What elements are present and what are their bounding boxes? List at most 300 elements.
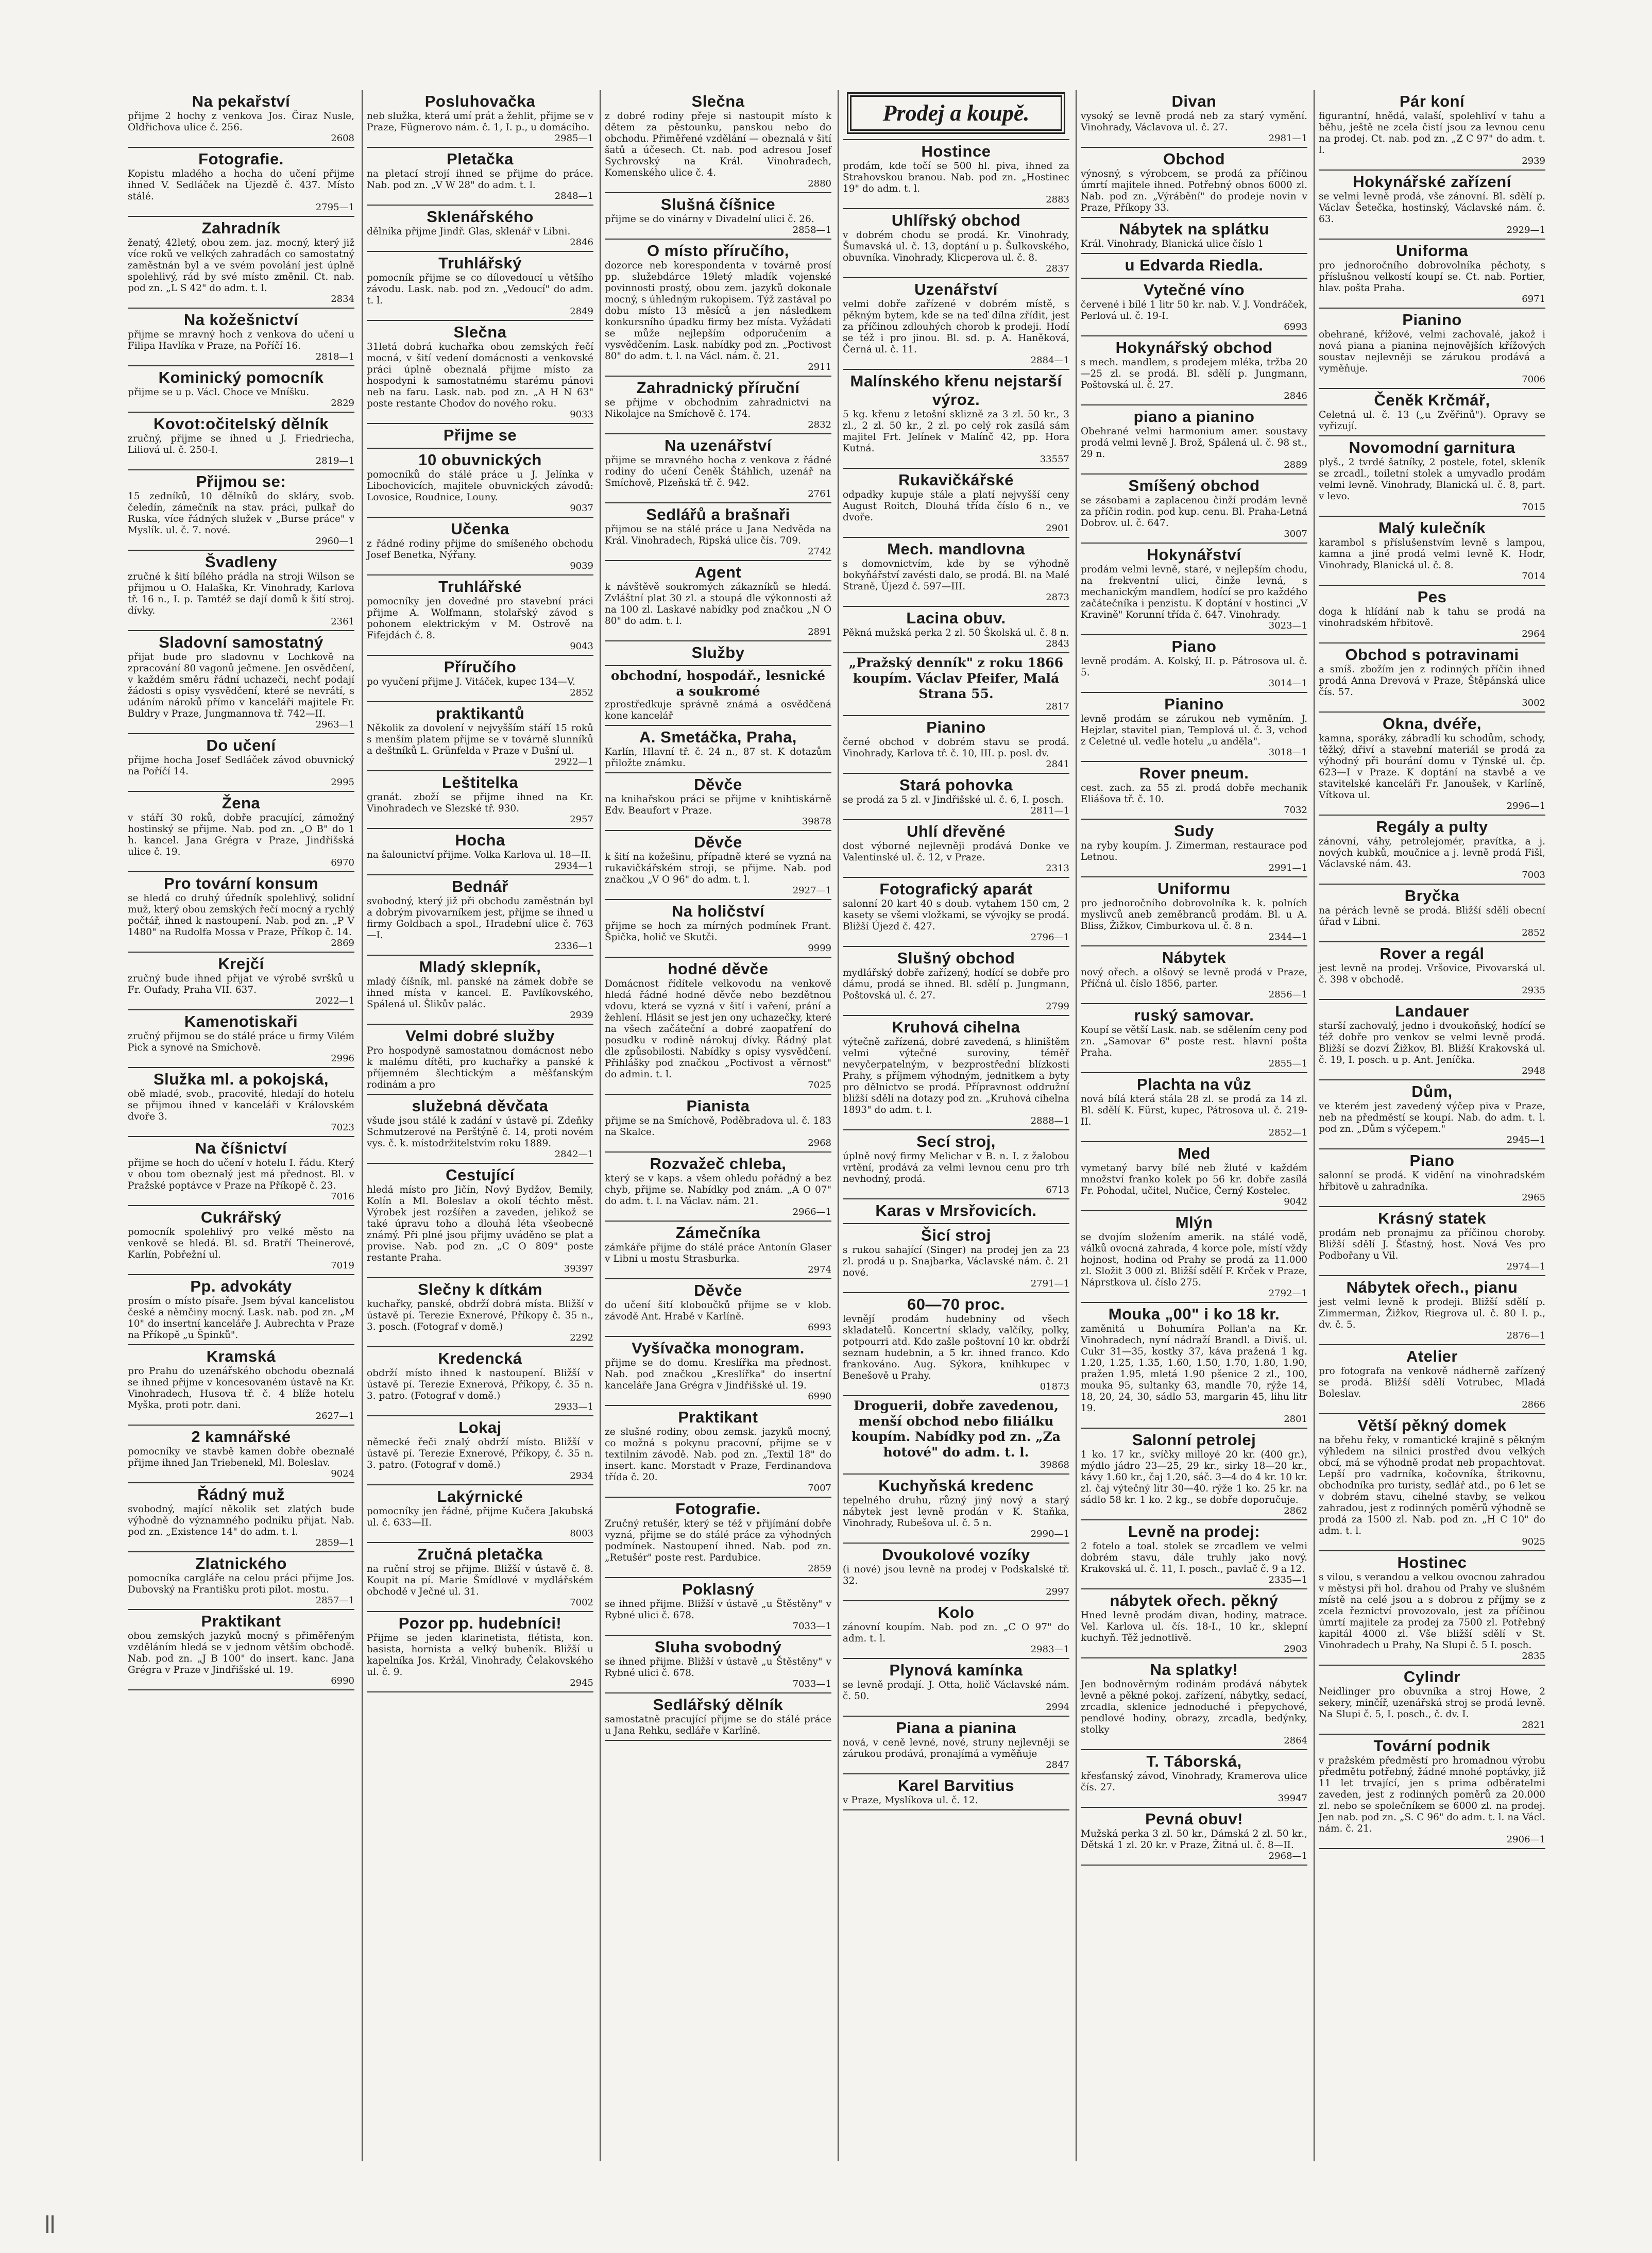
ad-code: 2858—1: [792, 225, 831, 235]
ad-text: do učení šití kloboučků přijme se v klob. závodě Ant. Hrabě v Karlíně.: [605, 1300, 831, 1322]
ad-heading: 2 kamnářské: [191, 1428, 291, 1446]
ad-block: [605, 1406, 831, 1498]
ad-code: 2911: [808, 362, 831, 372]
ad-code: 2974—1: [1506, 1261, 1545, 1272]
ad-code: 2361: [331, 616, 354, 627]
ad-text: zručné k šití bílého prádla na stroji Wilson se přijmou u O. Halaška, Kr. Vinohrady, Karlova tř. 16 n., I. p. Tamtéž se dají domů k šití stroj. dívky.: [128, 571, 354, 616]
ad-code: 2852: [570, 687, 593, 698]
ad-code: 2884—1: [1030, 355, 1069, 366]
ad-heading: Do učení: [206, 736, 276, 754]
ad-text: ve kterém jest zavedený výčep piva v Praze, neb na předměstí se koupí. Nab. do adm. t. l. pod zn. „Dům s výčepem.": [1319, 1101, 1545, 1134]
ad-text: přijmou se na stálé práce u Jana Nedvěda na Král. Vinohradech, Ripská ulice čís. 709.: [605, 524, 831, 546]
ad-block: [1081, 1658, 1307, 1750]
ad-heading: 10 obuvnických: [418, 451, 542, 469]
ad-heading: Přijme se: [443, 426, 517, 444]
ad-heading: Zahradnický příruční: [636, 379, 800, 397]
ad-code: 8003: [570, 1528, 593, 1539]
ad-code: 9043: [570, 641, 593, 652]
ad-code: 2818—1: [315, 351, 354, 362]
ad-text: přijme se hoch do učení v hotelu I. řádu. Který v obou tom obeznalý jest má přednost. Bl. v Pražské poptávce v Praze na Příkopě č. 23.: [128, 1158, 354, 1191]
ad-code: 2929—1: [1506, 225, 1545, 235]
ad-heading: Slečna: [453, 323, 507, 341]
ad-code: 6970: [331, 857, 354, 868]
ad-block: [1081, 762, 1307, 820]
ad-code: 2336—1: [554, 941, 593, 952]
ad-block: [128, 792, 354, 872]
ad-block: [1081, 946, 1307, 1004]
ad-text: doga k hlídání nab k tahu se prodá na vinohradském hřbitově.: [1319, 606, 1545, 629]
ad-heading: Na splatky!: [1150, 1661, 1238, 1679]
ad-text: zámkáře přijme do stálé práce Antonín Glaser v Libni u mostu Strasburka.: [605, 1242, 831, 1264]
ad-text: německé řeči znalý obdrží místo. Bližší v ústavě pí. Terezie Exnerové, Příkopy, č. 35 n. 3. patro. (Fotograf v domě.): [367, 1437, 593, 1470]
ad-text: obehrané, křížové, velmi zachovalé, jakož i nová piana a pianina nejnovějších křížových soustav nejlevněji se zárukou prodává a vyměňuje.: [1319, 329, 1545, 374]
ad-heading: Děvče: [694, 775, 742, 793]
ad-heading: Novomodní garnitura: [1349, 438, 1515, 456]
ad-heading: Lokaj: [458, 1418, 502, 1436]
ad-block: [1081, 1429, 1307, 1520]
ad-block: [367, 656, 593, 702]
ad-heading: Na kožešnictví: [183, 311, 299, 329]
ad-text: levnějí prodám hudebniny od všech skladatelů. Koncertní sklady, valčíky, polky, potpourri atd. Kdo zašle poštovní 10 kr. obdrží seznam hudebnin, a 5 kr. ihned franco. Kdo frankováno. Aug. Sýkora, knihkupec v Benešově u Prahy.: [843, 1314, 1069, 1381]
ad-code: 2968: [808, 1138, 831, 1148]
ad-text: Hned levně prodám divan, hodiny, matrace. Vel. Karlova ul. čís. 18-I., 10 kr., sklepní kuchyň. Těž jednotlivě.: [1081, 1610, 1307, 1644]
ad-text: z dobré rodiny přeje si nastoupit místo k dětem za pěstounku, panskou nebo do obchodu. Přiměřené vzdělání — obeznalá v šití šatů a účesech. Ct. nab. pod adresou Josef Sychrovský na Král. Vinohradech, Komenského ulice č. 4.: [605, 111, 831, 178]
ad-block: [1081, 1303, 1307, 1429]
ad-text: neb služka, která umí prát a žehlit, přijme se v Praze, Fügnerovo nám. č. 1, I. p., u domácího.: [367, 111, 593, 133]
ad-text: dělníka přijme Jindř. Glas, sklenář v Libni.: [367, 226, 571, 237]
ad-text: pomocníky jen řádné, přijme Kučera Jakubská ul. č. 633—II.: [367, 1506, 593, 1528]
ad-heading: Pevná obuv!: [1145, 1810, 1243, 1828]
ad-text: se přijme v obchodním zahradnictví na Nikolajce na Smíchově č. 174.: [605, 397, 831, 419]
ad-code: 2801: [1284, 1414, 1307, 1425]
ad-heading: Fotografický aparát: [879, 880, 1033, 898]
ad-code: 9999: [808, 943, 831, 954]
ad-code: 2997: [1046, 1586, 1069, 1597]
ad-block: [1319, 1414, 1545, 1551]
ad-heading: Pianista: [686, 1097, 750, 1115]
ad-code: 3002: [1522, 698, 1545, 708]
ad-heading: Salonní petrolej: [1132, 1431, 1256, 1449]
ad-heading: služebná děvčata: [412, 1097, 549, 1115]
ad-block: [843, 1016, 1069, 1130]
ad-text: křesťanský závod, Vinohrady, Kramerova ulice čís. 27.: [1081, 1771, 1307, 1793]
ad-text: s vilou, s verandou a velkou ovocnou zahradou v městysi při hol. drahou od Prahy ve slušném místě na celé jsou a s dobrou z příjmy se z zcela řeznictví provozovalo, jest za příčinou úmrtí majitele za prodej za 7500 zl. Potřebný kapitál 4000 zl. Vše bližší sdělí v St. Vinohradech u Prahy, Na Slupi č. 5 I. posch.: [1319, 1572, 1545, 1651]
ad-heading: Krásný statek: [1378, 1209, 1486, 1227]
ad-text: salonní se prodá. K vidění na vinohradském hřbitově u zahradníka.: [1319, 1170, 1545, 1192]
ad-text: s domovnictvím, kde by se výhodně bokyňářství zavésti dalo, se prodá. Bl. na Malé Straně, Újezd č. 597—III.: [843, 558, 1069, 592]
ad-block: [1081, 1750, 1307, 1808]
ad-code: 2859: [808, 1563, 831, 1574]
ad-heading: A. Smetáčka, Praha,: [639, 728, 797, 746]
ad-block: [1319, 586, 1545, 643]
ad-code: 2832: [808, 419, 831, 430]
ad-block: [367, 829, 593, 875]
ad-block: [1081, 405, 1307, 475]
ad-text: jest levně na prodej. Vršovice, Pivovarská ul. č. 398 v obchodě.: [1319, 963, 1545, 985]
ad-code: 2847: [1046, 1759, 1069, 1770]
ad-block: [367, 1416, 593, 1485]
ad-text: se dvojím složením amerik. na stálé vodě, válků ovocná zahrada, 4 korce pole, místí vždy hojnost, hodina od Prahy se prodá za 11.000 zl. Složit 3 000 zl. Bližší sdělí F. Krček v Praze, Náprstkova ul. číslo 275.: [1081, 1232, 1307, 1288]
ad-code: 2857—1: [315, 1595, 354, 1606]
ad-block: [367, 206, 593, 252]
ad-block: [843, 140, 1069, 209]
ad-block: [367, 424, 593, 449]
ad-text: obě mladé, svob., pracovité, hledají do hotelu se přijmou ihned v kanceláři v Královském dvoře 3.: [128, 1089, 354, 1122]
ad-heading: Slušná číšnice: [660, 195, 776, 213]
ad-block: [1081, 1073, 1307, 1142]
ad-code: 2981—1: [1268, 133, 1307, 144]
ad-text: přijme se do vinárny v Divadelní ulici č. 26.: [605, 214, 814, 225]
ad-text: vysoký se levně prodá neb za starý vymění. Vinohrady, Václavova ul. č. 27.: [1081, 111, 1307, 133]
ad-code: 2819—1: [315, 455, 354, 466]
ad-block: [605, 434, 831, 503]
ad-block: [1081, 148, 1307, 218]
ad-code: 2901: [1046, 523, 1069, 534]
ad-heading: Bryčka: [1404, 887, 1460, 905]
ad-code: 2852: [1522, 927, 1545, 938]
ad-code: 2344—1: [1268, 931, 1307, 942]
ad-code: 6993: [1284, 321, 1307, 332]
ad-block: [128, 1426, 354, 1483]
ad-code: 2627—1: [315, 1411, 354, 1421]
section-title-prodej-a-koupe: Prodej a koupě.: [850, 95, 1062, 131]
ad-code: 2968—1: [1268, 1851, 1307, 1861]
ad-code: 2934—1: [554, 860, 593, 871]
ad-block: [367, 90, 593, 148]
ad-code: 2862: [1284, 1505, 1307, 1516]
ad-heading: Sklenářského: [427, 208, 534, 226]
ad-block: [605, 831, 831, 900]
ad-heading: Žena: [222, 794, 261, 812]
ad-text: s mech. mandlem, s prodejem mléka, tržba 20—25 zl. se prodá. Bl. sdělí p. Jungmann, Poštovská ul. č. 27.: [1081, 357, 1307, 391]
ad-heading: Sudy: [1174, 822, 1214, 840]
ad-block: [605, 773, 831, 831]
ad-block: [1081, 218, 1307, 254]
ad-code: 2811—1: [1030, 805, 1069, 816]
ad-code: 2957: [570, 814, 593, 825]
ad-code: 2742: [808, 546, 831, 557]
ad-heading: Kredencká: [438, 1349, 522, 1367]
ad-block: [1319, 389, 1545, 436]
ad-heading: Pianino: [926, 718, 986, 736]
ad-heading: Cylindr: [1403, 1668, 1461, 1686]
ad-heading: Pes: [1417, 588, 1447, 606]
ad-heading: Slečny k dítkám: [418, 1280, 542, 1298]
ad-block: [1081, 1211, 1307, 1303]
ad-block: [367, 1543, 593, 1612]
ad-code: 7033—1: [792, 1679, 831, 1689]
ad-code: 2880: [808, 178, 831, 189]
ad-text: 2 fotelo a toal. stolek se zrcadlem ve velmi dobrém stavu, dále truhly jako nový. Krakovská ul. č. 11, I. posch., pavlač č. 9 a 12.: [1081, 1541, 1307, 1574]
ad-code: 2966—1: [792, 1207, 831, 1217]
ad-block: [843, 1717, 1069, 1774]
ad-block: [128, 148, 354, 217]
ad-block: [367, 449, 593, 518]
ad-heading: Kramská: [206, 1347, 276, 1365]
ad-text: v stáří 30 roků, dobře pracující, zámožný hostinský se přijme. Nab. pod zn. „O B" do 1 h. kancel. Jana Grégra v Praze, Jindřišská ulice č. 19.: [128, 812, 354, 857]
ad-code: 39878: [802, 816, 831, 827]
ad-text: přijme se hoch za mírných podmínek Frant. Špička, holič ve Skutči.: [605, 921, 831, 943]
ad-block: [605, 958, 831, 1095]
ad-heading: Uniformu: [1157, 879, 1231, 897]
ad-text: se levně prodají. J. Otta, holič Václavské nám. č. 50.: [843, 1680, 1069, 1702]
ad-heading: Nábytek ořech., pianu: [1346, 1278, 1518, 1296]
ad-heading: Pár koní: [1399, 92, 1465, 110]
ad-text: 1 ko. 17 kr., svíčky milloyé 20 kr. (400 gr.), mýdlo jádro 23—25, 29 kr., sirky 18—20 kr., kávy 1.60 kr., čaj 1.20, sáč. 3—4 do 4 kr. 10 kr. zl. čaj výtečný litr 30—40. rýže 1 ko. 25 kr. na sádlo 58 kr. 1 ko. 2 kg., se dobře doporučuje.: [1081, 1449, 1307, 1505]
ad-block: [605, 1636, 831, 1693]
ad-code: 7033—1: [792, 1621, 831, 1632]
ad-text: se prodá za 5 zl. v Jindřišské ul. č. 6, I. posch.: [843, 794, 1064, 805]
ad-block: [605, 1498, 831, 1578]
ad-block: [843, 1601, 1069, 1659]
ad-text: přijme se mravného hocha z venkova z řádné rodiny do učení Čeněk Štáhlich, uzenář na Smíchově, Plzeňská tř. č. 942.: [605, 455, 831, 488]
ad-code: 7025: [808, 1080, 831, 1091]
ad-text: Mužská perka 3 zl. 50 kr., Dámská 2 zl. 50 kr., Dětská 1 zl. 20 kr. v Praze, Žitná ul. č. 8—II.: [1081, 1828, 1307, 1851]
ad-heading: Uhlí dřevěné: [906, 822, 1006, 840]
ad-text: dost výborné nejlevněji prodává Donke ve Valentinské ul. č. 12, v Praze.: [843, 841, 1069, 863]
ad-block: [843, 607, 1069, 653]
ad-text: na ruční stroj se přijme. Bližší v ústavě č. 8. Koupit na pí. Marie Šmídlové v mydlářském obchodě v Ječné ul. 31.: [367, 1564, 593, 1597]
ad-block: [1319, 1551, 1545, 1666]
ad-heading: Kuchyňská kredenc: [878, 1477, 1034, 1495]
ad-heading: Zahradník: [201, 219, 281, 237]
ad-text: s rukou sahající (Singer) na prodej jen za 23 zl. prodá u p. Snajbarka, Václavské nám. č. 21 nové.: [843, 1245, 1069, 1278]
ad-block: [1319, 1149, 1545, 1207]
ad-text: zánovní, váhy, petrolejomér, pravítka, a j. nových kubků, moučnice a j. levně prodá Fišl, Václavské nám. 43.: [1319, 836, 1545, 870]
ad-text: se zásobami a zaplacenou činží prodám levně za příčin rodin. pod kup. cenu. Bl. Praha-Letná Dobrov. ul. č. 647.: [1081, 495, 1307, 529]
ad-block: [1319, 885, 1545, 942]
ad-block: [605, 1578, 831, 1636]
margin-mark: [46, 2215, 48, 2233]
ad-code: 2945—1: [1506, 1134, 1545, 1145]
ad-text: salonní 20 kart 40 s doub. vytahem 150 cm, 2 kasety se všemi vložkami, se vývojky se prodá. Bližší Újezd č. 427.: [843, 899, 1069, 932]
ad-heading: Mlýn: [1175, 1213, 1213, 1231]
ad-text: Král. Vinohrady, Blanická ulice číslo 1: [1081, 239, 1264, 249]
ad-text: pro Prahu do uzenářského obchodu obeznalá se ihned přijme v koncesovaném ústavě na Kr. Vinohradech, Husova tř. č. 4 blíže hotelu Myška, proti potr. dani.: [128, 1366, 354, 1411]
ad-code: 2888—1: [1030, 1115, 1069, 1126]
ad-text: prosím o místo písaře. Jsem býval kancelistou české a němčiny mocný. Lask. nab. pod zn. „M 10" do insertní kanceláře J. Aubrechta v Praze na Příkopě „u Špinků".: [128, 1296, 354, 1341]
ad-code: 2922—1: [554, 756, 593, 767]
ad-block: [1319, 90, 1545, 171]
ad-block: [843, 370, 1069, 469]
ad-heading: Pp. advokáty: [190, 1277, 292, 1295]
ad-block: [1081, 820, 1307, 877]
ad-block: [367, 875, 593, 956]
ad-text: přijat bude pro sladovnu v Lochkově na zpracování 80 vagonů ječmene. Jen osvědčení, v každém směru řádní uchazeči, nechť podají žádosti s opisy vysvědčení, které se nevrátí, s udáním nároků přímo v kanceláři majitele Fr. Buldry v Praze, Jungmannova tř. 742—II.: [128, 652, 354, 719]
column-4: [838, 90, 1072, 2161]
ad-heading: Obchod: [1163, 150, 1225, 168]
ad-code: 7002: [570, 1597, 593, 1608]
ad-block: [1319, 171, 1545, 240]
ad-text: Domácnost řídítele velkovodu na venkově hledá řádné hodné děvče nebo bezdětnou vdovu, která se vyzná v šití i vaření, prání a žehlení. Hlásit se jest jen ony uchazečky, které na všech začáteční a dobré zaopatření do posudku v rodině nárokuj dívky. Řádný plat dle způsobilosti. Nabídky s opisy vysvědčení. Přihlášky pod značkou „Poctivost a věrnost" do admin. t. l.: [605, 978, 831, 1080]
ad-text: ženatý, 42letý, obou zem. jaz. mocný, který již více roků ve velkých zahradách co samostatný zaměstnán byl a ve svém povolání jest úplně spolehlivý, rád by své místo změnil. Ct. nab. pod zn. „L S 42" do adm. t. l.: [128, 238, 354, 294]
ad-heading: Mladý sklepník,: [419, 958, 541, 976]
ad-text: pomocník spolehlivý pro velké město na venkově se hledá. Bl. sd. Bratří Theinerové, Karlín, Pobřežní ul.: [128, 1227, 354, 1260]
ad-code: 2821: [1522, 1720, 1545, 1731]
page-margin-marks: [0, 2215, 1652, 2246]
ad-block: [843, 716, 1069, 774]
ad-block: [128, 1206, 354, 1275]
ad-heading: Piano: [1171, 637, 1217, 655]
ad-block: [1319, 240, 1545, 309]
ad-code: 2991—1: [1268, 862, 1307, 873]
ad-block: [605, 193, 831, 240]
ad-block: [1081, 693, 1307, 762]
column-3: [600, 90, 834, 2161]
ad-block: [1081, 1589, 1307, 1658]
ad-block: [843, 538, 1069, 607]
ad-heading: Hokynářské zařízení: [1353, 173, 1511, 191]
ad-text: přijme se na Smíchově, Poděbradova ul. č. 183 na Skalce.: [605, 1115, 831, 1138]
ad-block: [605, 503, 831, 561]
ad-text: všude jsou stálé k zadání v ústavě pí. Zdeňky Schmutzerové na Perštýně č. 14, proti novém vys. č. k. místodržitelstvím roku 1889.: [367, 1115, 593, 1149]
ad-heading: Vyšívačka monogram.: [632, 1339, 805, 1357]
ad-text: mladý číšník, ml. panské na zámek dobře se ihned místa v kancel. E. Pavlíkovského, Spálená ul. Šlikův palác.: [367, 976, 593, 1010]
ad-code: 2837: [1046, 263, 1069, 274]
ad-text: Několik za dovolení v nejvyšším stáří 15 roků s menším platem přijme se v továrně slunníků a deštníků L. Grünfelda v Praze v Dušní ul.: [367, 723, 593, 756]
ad-heading: Plynová kamínka: [889, 1661, 1023, 1679]
ad-code: 9039: [570, 561, 593, 571]
ad-heading: Učenka: [451, 520, 509, 538]
ad-text: černé obchod v dobrém stavu se prodá. Vinohrady, Karlova tř. č. 10, III. p. posl. dv.: [843, 737, 1069, 759]
ad-heading: Krejčí: [218, 955, 264, 973]
ad-text: 5 kg. křenu z letošní sklizně za 3 zl. 50 kr., 3 zl., 2 zl. 50 kr., 2 zl. po celý rok zasílá sám majitel Frt. Jelínek v Malínč 42, pp. Hora Kutná.: [843, 409, 1069, 454]
ad-code: 9037: [570, 503, 593, 514]
ad-text: obou zemských jazyků mocný s přiměřeným vzděláním hledá se v jednom větším obchodě. Nab. pod zn. „J B 100" do insert. kanc. Jana Grégra v Praze v Jindřišské ul. 19.: [128, 1631, 354, 1675]
classified-ads-page: [124, 90, 1551, 2172]
ad-block: [1319, 517, 1545, 586]
ad-block: [1081, 254, 1307, 279]
ad-code: 9024: [331, 1468, 354, 1479]
ad-heading: Zručná pletačka: [417, 1545, 543, 1563]
ad-heading: Dům,: [1411, 1082, 1453, 1100]
ad-heading: Lakýrnické: [437, 1487, 523, 1505]
ad-heading: Malý kulečník: [1378, 519, 1486, 537]
ad-text: kuchařky, panské, obdrží dobrá místa. Bližší v ústavě pí. Terezie Exnerové, Příkopy č. 35 n., 3. posch. (Fotograf v domě.): [367, 1299, 593, 1332]
ad-heading: Malínského křenu nejstarší výroz.: [850, 372, 1062, 409]
ad-code: 2889: [1284, 460, 1307, 470]
ad-heading: Divan: [1171, 92, 1217, 110]
ad-text: ze slušné rodiny, obou zemsk. jazyků mocný, co možná s pokynu pracovní, přijme se v textilním závodě. Nab. pod zn. „Textil 18" do insert. kanc. Morstadt v Praze, Ferdinandova třída č. 20.: [605, 1427, 831, 1483]
ad-block: [605, 561, 831, 641]
ad-heading: Tovární podnik: [1373, 1737, 1491, 1755]
ad-heading: obchodní, hospodář., lesnické a soukromé: [610, 668, 826, 699]
ad-heading: Praktikant: [201, 1612, 281, 1630]
ad-code: 2995: [331, 777, 354, 788]
ad-block: [128, 734, 354, 792]
ad-code: 2843: [1046, 638, 1069, 649]
ad-heading: Karel Barvitius: [897, 1776, 1015, 1794]
ad-block: [1081, 336, 1307, 405]
ad-code: 2841: [1046, 759, 1069, 770]
ad-text: zručný bude ihned přijat ve výrobě svršků u Fr. Oufady, Praha VII. 637.: [128, 973, 354, 995]
ad-text: figurantní, hnědá, valaší, spolehliví v tahu a běhu, ještě ne zcela čistí jsou za levnou cenu na prodej. Ct. nab. pod zn. „Z C 97" do adm. t. l.: [1319, 111, 1545, 156]
ad-block: [1081, 1520, 1307, 1589]
ad-code: 2829: [331, 398, 354, 409]
ad-block: [1319, 713, 1545, 816]
ad-text: levně prodám. A. Kolský, II. p. Pátrosova ul. č. 5.: [1081, 656, 1307, 678]
ad-code: 2891: [808, 626, 831, 637]
ad-heading: Rover a regál: [1379, 944, 1485, 962]
ad-text: se ihned přijme. Bližší v ústavě „u Štěstěny" v Rybné ulici č. 678.: [605, 1599, 831, 1621]
ad-block: [1081, 1004, 1307, 1073]
ad-block: [1319, 309, 1545, 389]
ad-code: 2859—1: [315, 1537, 354, 1548]
ad-block: [1319, 1000, 1545, 1080]
ad-block: [605, 377, 831, 434]
ad-code: 7003: [1522, 870, 1545, 880]
ad-text: Karlín, Hlavní tř. č. 24 n., 87 st. K dotazům přiložte známku.: [605, 747, 831, 769]
ad-text: tepelného druhu, různý jiný nový a starý nábytek jest levně prodán v K. Staňka, Vinohrady, Rubešova ul. č. 5 n.: [843, 1495, 1069, 1529]
ad-block: [367, 771, 593, 829]
ad-heading: Fotografie.: [675, 1500, 761, 1518]
ad-heading: Velmi dobré služby: [405, 1027, 555, 1045]
ad-block: [1319, 436, 1545, 517]
ad-code: 3007: [1284, 529, 1307, 539]
ad-text: a smíš. zbožím jen z rodinných příčin ihned prodá Anna Drevová v Praze, Štěpánská ulice čís. 57.: [1319, 664, 1545, 698]
ad-block: [843, 947, 1069, 1016]
ad-code: 2856—1: [1268, 989, 1307, 1000]
ad-text: Pro hospodyně samostatnou domácnost nebo k malému dítěti, pro kuchařky a panské k příjemném šlechtickým a měšťanským rodinám a pro: [367, 1045, 593, 1090]
ad-heading: Stará pohovka: [899, 776, 1013, 794]
ad-text: na šalounictví přijme. Volka Karlova ul. 18—II.: [367, 850, 591, 860]
ad-block: [843, 90, 1069, 140]
ad-text: výnosný, s výrobcem, se prodá za příčinou úmrtí majitele ihned. Potřebný obnos 6000 zl. Nab. pod zn. „Výrábění" do prodeje novin v Praze, Příkopy 33.: [1081, 168, 1307, 213]
ad-text: přijme se u p. Václ. Choce ve Mníšku.: [128, 387, 310, 398]
ad-heading: Smíšený obchod: [1128, 477, 1260, 495]
ad-text: k návštěvě soukromých zákazníků se hledá. Zvláštní plat 30 zl. a stoupá dle výkonnosti až na 100 zl. Laskavé nabídky pod značkou „N O 80" do adm. t. l.: [605, 582, 831, 626]
column-2: [362, 90, 597, 2161]
ad-heading: Posluhovačka: [424, 92, 536, 110]
ad-text: nový ořech. a olšový se levně prodá v Praze, Příčná ul. číslo 1856, parter.: [1081, 967, 1307, 989]
ad-code: 2906—1: [1506, 1834, 1545, 1845]
ad-code: 2866: [1522, 1399, 1545, 1410]
ad-heading: Rukavičkářské: [898, 471, 1014, 489]
ad-code: 2985—1: [554, 133, 593, 144]
ad-code: 2965: [1522, 1192, 1545, 1203]
ad-heading: Mech. mandlovna: [887, 540, 1025, 558]
ad-text: na ryby koupím. J. Zimerman, restaurace pod Letnou.: [1081, 840, 1307, 862]
ad-text: jest velmi levně k prodeji. Bližší sdělí p. Zimmerman, Žižkov, Riegrova ul. č. 80 I. p., dv. č. 5.: [1319, 1297, 1545, 1330]
ad-block: [1319, 1735, 1545, 1849]
ad-code: 2883: [1046, 194, 1069, 205]
ad-code: 7007: [808, 1483, 831, 1494]
ad-text: na pérách levně se prodá. Bližší sdělí obecní úřad v Libni.: [1319, 905, 1545, 927]
ad-heading: Na pekařství: [192, 92, 291, 110]
ad-code: 2983—1: [1030, 1644, 1069, 1655]
ad-text: karambol s příslušenstvím levně s lampou, kamna a jiné prodá velmi levně K. Hodr, Vinohrady, Blanická ul. č. 8.: [1319, 537, 1545, 571]
ad-heading: Příručího: [444, 658, 517, 676]
ad-text: na břehu řeky, v romantické krajině s pěkným výhledem na silnici prostřed dvou velkých obcí, má se výhodně prodat neb propachtovat. Lepší pro vadrníka, kočovníka, štrikovnu, obchodníka pro turisty, sedlář atd., po 6 let se v dobrém stavu, cihelné stavby, se velkou zahradou, jest z rodinných poměrů výhodně se prodá za 1500 zl. Nab. pod zn. „H C 10" do adm. t. l.: [1319, 1435, 1545, 1536]
column-6: [1314, 90, 1548, 2161]
ad-heading: Hokynářský obchod: [1115, 338, 1273, 357]
ad-code: 7023: [331, 1122, 354, 1133]
ad-heading: Secí stroj,: [916, 1132, 996, 1150]
ad-heading: Fotografie.: [198, 150, 284, 168]
ad-heading: Řádný muž: [197, 1485, 285, 1503]
ad-heading: Nábytek: [1162, 948, 1227, 967]
ad-block: [367, 1612, 593, 1692]
ad-block: [367, 321, 593, 424]
ad-heading: Karas v Mrsřovicích.: [875, 1201, 1037, 1219]
ad-block: [843, 653, 1069, 716]
ad-text: Kopistu mladého a hocha do učení přijme ihned V. Sedláček na Újezdě č. 437. Místo stálé.: [128, 168, 354, 202]
ad-block: [1319, 816, 1545, 885]
ad-text: pomocníky ve stavbě kamen dobře obeznalé přijme ihned Jan Triebenekl, Ml. Boleslav.: [128, 1446, 354, 1468]
ad-heading: Děvče: [694, 833, 742, 851]
ad-text: Celetná ul. č. 13 („u Zvěřinů"). Opravy se vyřizují.: [1319, 410, 1545, 432]
ad-heading: Na číšnictví: [195, 1139, 287, 1157]
